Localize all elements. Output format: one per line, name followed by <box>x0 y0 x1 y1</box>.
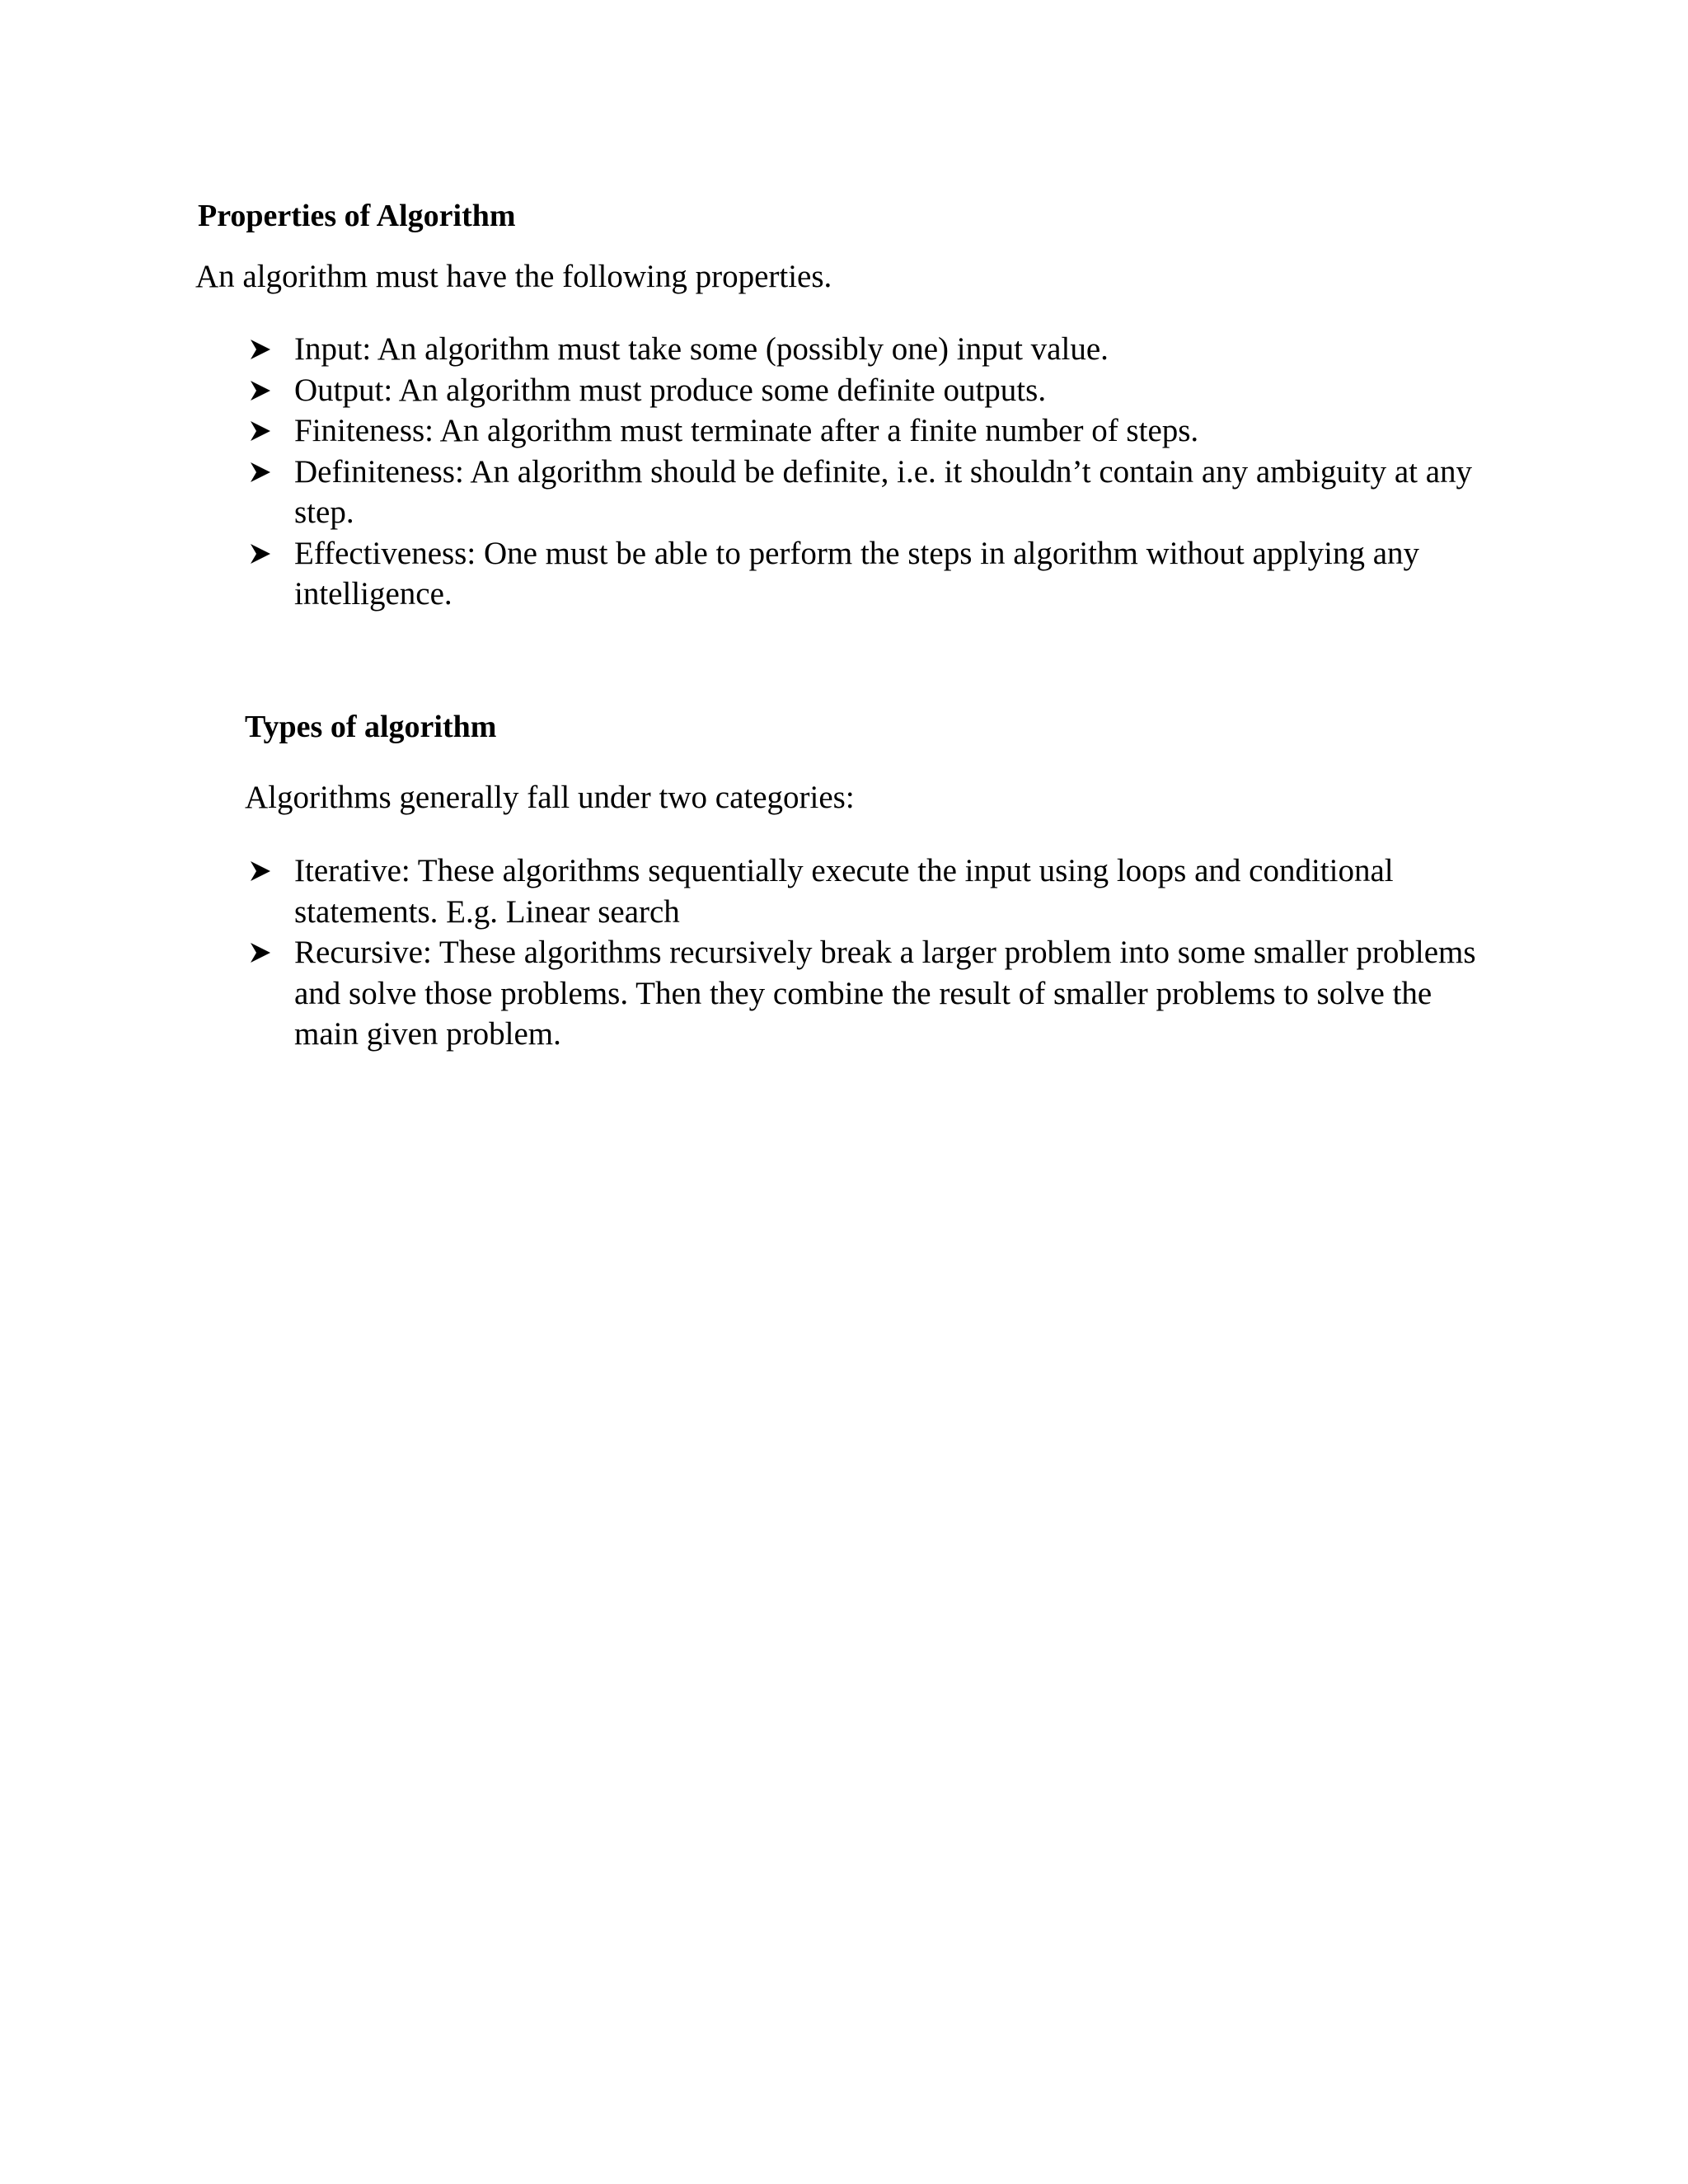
list-item-text: Definiteness: An algorithm should be definite, i.e. it shouldn’t contain any ambiguity at any step. <box>294 453 1473 530</box>
arrowhead-bullet-icon <box>250 860 271 882</box>
list-item-text: Effectiveness: One must be able to perform the steps in algorithm without applying any intelligence. <box>294 535 1420 612</box>
list-item-text: Output: An algorithm must produce some definite outputs. <box>294 372 1047 408</box>
list-item-text: Recursive: These algorithms recursively break a larger problem into some smaller problems and solve those problems. Then they combine the result of smaller problems to solve the main given problem. <box>294 935 1476 1052</box>
types-list <box>247 851 1484 1055</box>
list-item-text: Finiteness: An algorithm must terminate after a finite number of steps. <box>294 413 1199 448</box>
list-item <box>247 410 1484 452</box>
arrowhead-bullet-icon <box>250 380 271 401</box>
list-item <box>247 452 1484 533</box>
heading-types-of-algorithm: Types of algorithm <box>245 710 497 744</box>
arrowhead-bullet-icon <box>250 462 271 483</box>
list-item <box>247 533 1484 615</box>
list-item <box>247 329 1484 370</box>
list-item-text: Iterative: These algorithms sequentially execute the input using loops and conditional statements. E.g. Linear search <box>294 853 1394 930</box>
properties-list <box>247 329 1484 615</box>
arrowhead-bullet-icon <box>250 339 271 360</box>
list-item <box>247 851 1484 932</box>
heading-properties-of-algorithm: Properties of Algorithm <box>198 199 516 233</box>
arrowhead-bullet-icon <box>250 942 271 963</box>
list-item <box>247 932 1484 1055</box>
arrowhead-bullet-icon <box>250 420 271 442</box>
arrowhead-bullet-icon <box>250 543 271 565</box>
list-item-text: Input: An algorithm must take some (possibly one) input value. <box>294 331 1109 367</box>
intro-properties: An algorithm must have the following properties. <box>195 259 832 294</box>
intro-types: Algorithms generally fall under two categories: <box>245 780 855 815</box>
list-item <box>247 370 1484 411</box>
